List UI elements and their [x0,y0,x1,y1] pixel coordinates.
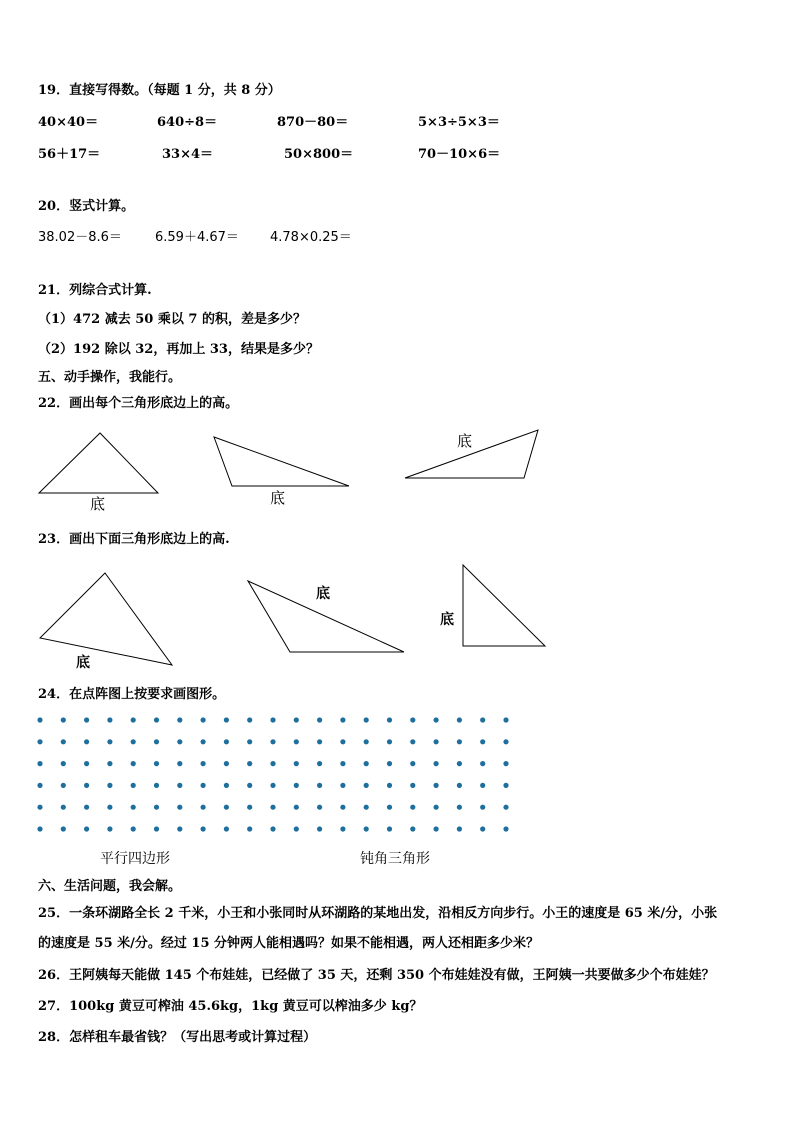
grid-dot [154,739,159,744]
grid-dot [503,826,508,831]
grid-dot [201,739,206,744]
grid-dot [294,761,299,766]
grid-dot [37,739,42,744]
grid-dot [434,739,439,744]
grid-dot [131,826,136,831]
grid-dot [37,761,42,766]
grid-dot [247,826,252,831]
grid-dot [61,761,66,766]
q19-expr-1: 40×40＝ [38,115,99,130]
grid-dot [247,805,252,810]
grid-dot [177,761,182,766]
q20-expr-2: 6.59＋4.67＝ [155,230,239,245]
grid-dot [37,805,42,810]
section-6-heading: 六、生活问题，我会解。 [38,879,182,894]
q20-expr-1: 38.02－8.6＝ [38,230,122,245]
q22-base-label-1: 底 [90,495,106,513]
q22-base-label-3: 底 [457,432,473,450]
q20-title: 20．竖式计算。 [38,199,135,214]
grid-dot [410,717,415,722]
grid-dot [294,717,299,722]
q24-label-obtuse-triangle: 钝角三角形 [360,851,430,867]
grid-dot [317,761,322,766]
q19-expr-3: 870－80＝ [277,115,349,130]
grid-dot [457,717,462,722]
grid-dot [131,739,136,744]
grid-dot [434,783,439,788]
grid-dot [387,783,392,788]
grid-dot [364,739,369,744]
q21-title: 21．列综合式计算. [38,283,152,298]
grid-dot [503,783,508,788]
grid-dot [294,826,299,831]
grid-dot [61,826,66,831]
grid-dot [247,783,252,788]
grid-dot [201,761,206,766]
grid-dot [270,826,275,831]
q23-base-label-2: 底 [316,586,330,602]
grid-dot [177,717,182,722]
grid-dot [480,739,485,744]
q23-title: 23．画出下面三角形底边上的高. [38,532,230,547]
q19-expr-2: 640÷8＝ [157,115,218,130]
grid-dot [480,805,485,810]
grid-dot [131,761,136,766]
q24-label-parallelogram: 平行四边形 [100,851,170,867]
grid-dot [131,717,136,722]
q19-title: 19．直接写得数。（每题 1 分，共 8 分） [38,83,281,98]
q28-text: 28．怎样租车最省钱？（写出思考或计算过程） [38,1030,317,1045]
grid-dot [61,717,66,722]
grid-dot [480,826,485,831]
grid-dot [201,826,206,831]
q24-dot-grid [30,712,520,842]
grid-dot [457,739,462,744]
grid-dot [387,805,392,810]
grid-dot [434,717,439,722]
q19-expr-5: 56＋17＝ [38,147,101,162]
grid-dot [364,783,369,788]
grid-dot [270,761,275,766]
grid-dot [387,761,392,766]
grid-dot [107,717,112,722]
grid-dot [224,717,229,722]
grid-dot [270,717,275,722]
grid-dot [503,805,508,810]
q23-triangle-3 [463,565,545,646]
grid-dot [61,783,66,788]
grid-dot [247,739,252,744]
q23-triangle-1 [40,573,172,665]
grid-dot [154,826,159,831]
grid-dot [177,739,182,744]
grid-dot [61,739,66,744]
q23-base-label-1: 底 [76,655,90,671]
grid-dot [457,826,462,831]
grid-dot [84,761,89,766]
grid-dot [177,783,182,788]
grid-dot [270,805,275,810]
grid-dot [37,717,42,722]
grid-dot [340,805,345,810]
grid-dot [107,761,112,766]
grid-dot [154,783,159,788]
grid-dot [434,826,439,831]
grid-dot [84,826,89,831]
grid-dot [317,805,322,810]
grid-dot [84,805,89,810]
grid-dot [177,826,182,831]
grid-dot [317,739,322,744]
grid-dot [457,761,462,766]
grid-dot [84,717,89,722]
q24-title: 24．在点阵图上按要求画图形。 [38,687,226,702]
grid-dot [201,717,206,722]
grid-dot [503,761,508,766]
grid-dot [340,739,345,744]
grid-dot [387,739,392,744]
q25-line-2: 的速度是 55 米/分。经过 15 分钟两人能相遇吗？如果不能相遇，两人还相距多少米？ [38,936,540,951]
grid-dot [131,783,136,788]
grid-dot [364,761,369,766]
grid-dot [37,826,42,831]
grid-dot [340,826,345,831]
grid-dot [247,761,252,766]
grid-dot [294,805,299,810]
grid-dot [480,761,485,766]
q25-line-1: 25．一条环湖路全长 2 千米，小王和小张同时从环湖路的某地出发，沿相反方向步行。小王的速度是 65 米/分，小张 [38,906,718,921]
grid-dot [317,783,322,788]
grid-dot [154,761,159,766]
grid-dot [107,739,112,744]
grid-dot [177,805,182,810]
q19-expr-7: 50×800＝ [284,147,354,162]
q21-item-1: （1）472 减去 50 乘以 7 的积，差是多少？ [38,312,306,327]
q19-expr-6: 33×4＝ [162,147,214,162]
grid-dot [457,805,462,810]
q27-text: 27．100kg 黄豆可榨油 45.6kg，1kg 黄豆可以榨油多少 kg？ [38,999,423,1014]
grid-dot [387,826,392,831]
grid-dot [410,761,415,766]
q20-expr-3: 4.78×0.25＝ [270,230,352,245]
grid-dot [364,717,369,722]
grid-dot [410,783,415,788]
grid-dot [131,805,136,810]
grid-dot [457,783,462,788]
grid-dot [364,826,369,831]
grid-dot [270,739,275,744]
section-5-heading: 五、动手操作，我能行。 [38,370,182,385]
grid-dot [154,805,159,810]
grid-dot [224,826,229,831]
q21-item-2: （2）192 除以 32，再加上 33，结果是多少？ [38,342,319,357]
grid-dot [364,805,369,810]
q22-base-label-2: 底 [270,489,286,507]
grid-dot [224,783,229,788]
grid-dot [154,717,159,722]
grid-dot [224,739,229,744]
grid-dot [201,805,206,810]
grid-dot [480,717,485,722]
grid-dot [434,805,439,810]
grid-dot [201,783,206,788]
grid-dot [107,826,112,831]
grid-dot [270,783,275,788]
grid-dot [107,783,112,788]
grid-dot [84,739,89,744]
grid-dot [107,805,112,810]
q22-title: 22．画出每个三角形底边上的高。 [38,396,239,411]
grid-dot [84,783,89,788]
grid-dot [61,805,66,810]
grid-dot [410,826,415,831]
grid-dot [503,717,508,722]
grid-dot [340,783,345,788]
grid-dot [340,761,345,766]
grid-dot [434,761,439,766]
grid-dot [37,783,42,788]
grid-dot [503,739,508,744]
grid-dot [480,783,485,788]
grid-dot [410,739,415,744]
grid-dot [317,826,322,831]
grid-dot [410,805,415,810]
q26-text: 26．王阿姨每天能做 145 个布娃娃，已经做了 35 天，还剩 350 个布娃娃没有做，王阿姨一共要做多少个布娃娃？ [38,968,715,983]
grid-dot [224,761,229,766]
grid-dot [340,717,345,722]
q19-expr-8: 70－10×6＝ [418,147,501,162]
grid-dot [387,717,392,722]
q23-base-label-3: 底 [440,612,454,628]
grid-dot [224,805,229,810]
grid-dot [247,717,252,722]
grid-dot [294,739,299,744]
grid-dot [294,783,299,788]
q19-expr-4: 5×3÷5×3＝ [418,115,500,130]
grid-dot [317,717,322,722]
